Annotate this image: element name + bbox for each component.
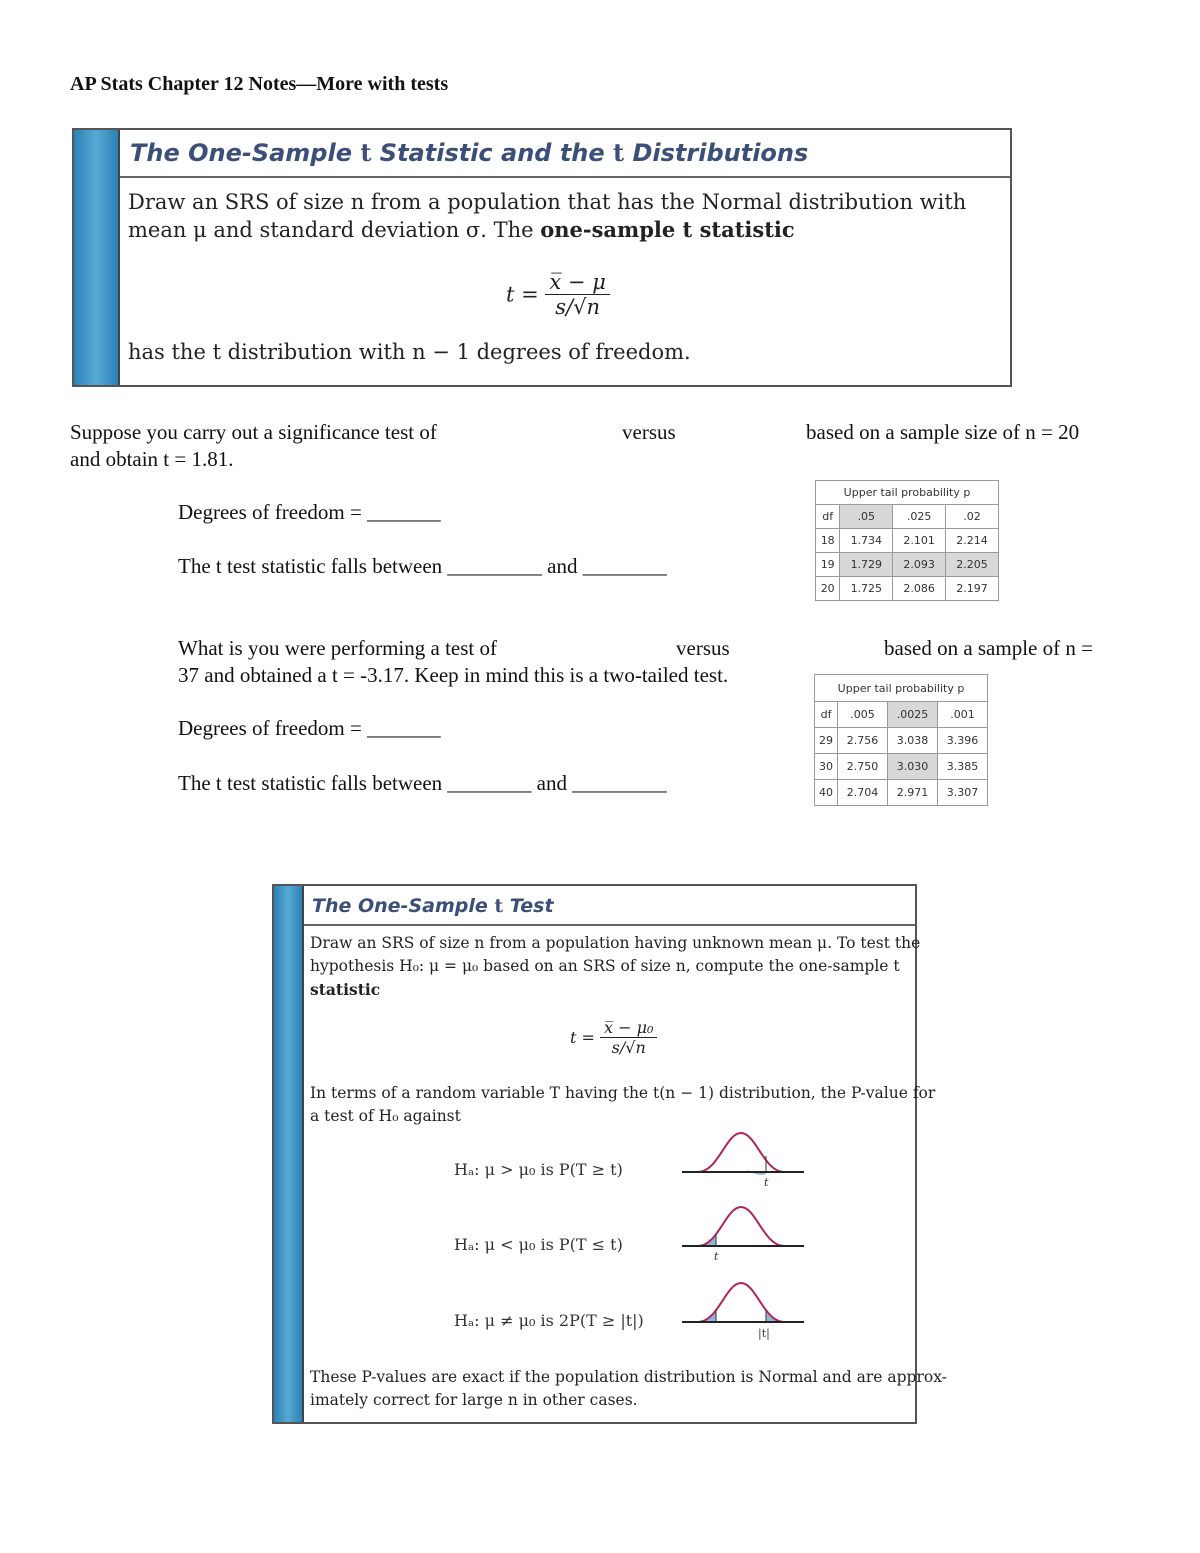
question-2-line-1a: What is you were performing a test of: [178, 636, 497, 660]
question-2-line-1b: versus: [676, 636, 730, 660]
table-cell: 40: [815, 780, 838, 806]
table-header-cell: .025: [893, 505, 946, 529]
curve-label: t: [714, 1250, 719, 1262]
table-cell: 2.214: [946, 529, 999, 553]
question-1-line-1b: versus: [622, 420, 676, 444]
table-header-cell: df: [815, 702, 838, 728]
question-1-df: Degrees of freedom = _______: [178, 500, 441, 524]
question-1-between: The t test statistic falls between _________ and ________: [178, 554, 667, 578]
table-cell: 20: [816, 577, 840, 601]
table-cell: 2.750: [838, 754, 888, 780]
t-statistic-definition-box: [72, 128, 1012, 387]
table-cell: 19: [816, 553, 840, 577]
t-test-formula: t = $\frac{\text{x̅ − μ₀}}{s/√n}$: [570, 1018, 657, 1057]
right-tail-curve-icon: [678, 1128, 808, 1188]
box-heading: The One-Sample t Test: [304, 886, 915, 926]
alternative-two-sided: Hₐ: μ ≠ μ₀ is 2P(T ≥ |t|): [454, 1311, 644, 1330]
two-tail-curve-icon: [678, 1278, 808, 1340]
question-2-df: Degrees of freedom = _______: [178, 716, 441, 740]
table-cell: 1.729: [840, 553, 893, 577]
table-header-cell: df: [816, 505, 840, 529]
table-cell: 1.725: [840, 577, 893, 601]
table-header-cell: .001: [937, 702, 987, 728]
table-cell: 3.385: [937, 754, 987, 780]
box-line-1: Draw an SRS of size n from a population having unknown mean μ. To test the: [310, 934, 921, 952]
table-header-cell: .005: [838, 702, 888, 728]
table-caption: Upper tail probability p: [816, 481, 999, 505]
box-line-2: mean μ and standard deviation σ. The one-sample t statistic: [128, 217, 795, 242]
table-cell: 3.038: [888, 728, 938, 754]
table-cell: 2.197: [946, 577, 999, 601]
table-cell: 2.205: [946, 553, 999, 577]
table-cell: 2.086: [893, 577, 946, 601]
t-table-2: [814, 674, 988, 806]
alternative-less: Hₐ: μ < μ₀ is P(T ≤ t): [454, 1235, 623, 1254]
question-2-line-1c: based on a sample of n =: [884, 636, 1093, 660]
table-cell: 1.734: [840, 529, 893, 553]
box-line-2: hypothesis H₀: μ = μ₀ based on an SRS of size n, compute the one-sample t: [310, 957, 900, 975]
table-header-cell: .02: [946, 505, 999, 529]
table-cell: 3.307: [937, 780, 987, 806]
table-header-cell: .05: [840, 505, 893, 529]
t-test-definition-box: [272, 884, 947, 1424]
t-table-1: [815, 480, 999, 601]
box-line-6: These P-values are exact if the population distribution is Normal and are approx-: [310, 1368, 947, 1386]
box-line-1: Draw an SRS of size n from a population that has the Normal distribution with: [128, 190, 967, 214]
table-cell: 3.396: [937, 728, 987, 754]
table-cell: 29: [815, 728, 838, 754]
box-line-3: has the t distribution with n − 1 degrees of freedom.: [128, 340, 691, 364]
alternative-greater: Hₐ: μ > μ₀ is P(T ≥ t): [454, 1160, 623, 1179]
table-cell: 2.101: [893, 529, 946, 553]
question-1-line-1c: based on a sample size of n = 20: [806, 420, 1080, 444]
table-header-cell: .0025: [888, 702, 938, 728]
question-1-line-2: and obtain t = 1.81.: [70, 447, 234, 471]
box-line-3: statistic: [310, 980, 381, 999]
table-cell: 18: [816, 529, 840, 553]
table-cell: 3.030: [888, 754, 938, 780]
t-statistic-formula: t = $\frac{x̅ - \mu}{s/√n}$: [506, 270, 610, 319]
box-line-5: a test of H₀ against: [310, 1107, 461, 1125]
box-heading: The One-Sample t Statistic and the t Distributions: [120, 130, 1010, 178]
table-cell: 2.971: [888, 780, 938, 806]
page-title: AP Stats Chapter 12 Notes—More with tests: [70, 73, 449, 95]
box-line-4: In terms of a random variable T having the t(n − 1) distribution, the P-value for: [310, 1084, 936, 1102]
box-line-7: imately correct for large n in other cases.: [310, 1391, 638, 1409]
question-1-line-1a: Suppose you carry out a significance test of: [70, 420, 437, 444]
table-cell: 30: [815, 754, 838, 780]
question-2-line-2: 37 and obtained a t = -3.17. Keep in mind this is a two-tailed test.: [178, 663, 729, 687]
curve-label: t: [764, 1176, 769, 1188]
curve-label: |t|: [758, 1327, 770, 1340]
table-cell: 2.704: [838, 780, 888, 806]
table-caption: Upper tail probability p: [815, 675, 988, 702]
table-cell: 2.093: [893, 553, 946, 577]
question-2-between: The t test statistic falls between ________ and _________: [178, 771, 667, 795]
box-accent-bar: [74, 130, 120, 385]
left-tail-curve-icon: [678, 1202, 808, 1262]
box-accent-bar: [274, 886, 304, 1422]
table-cell: 2.756: [838, 728, 888, 754]
